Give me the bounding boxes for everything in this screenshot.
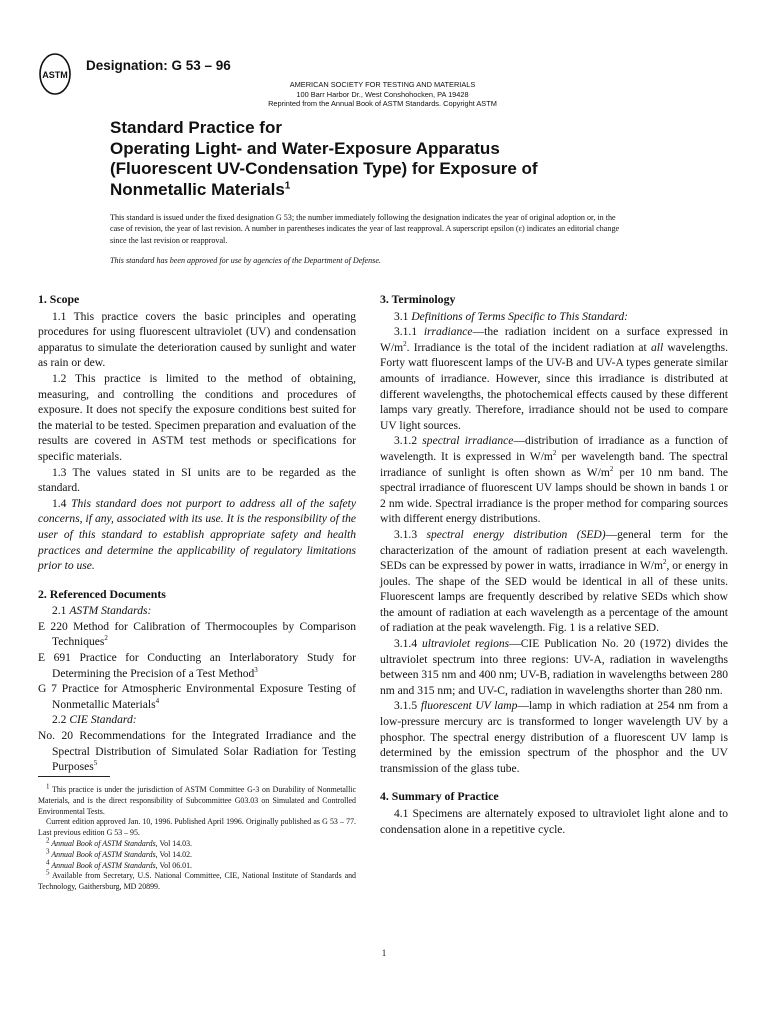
section-heading-terminology: 3. Terminology [380, 292, 456, 306]
section-heading-scope: 1. Scope [38, 292, 80, 306]
title-footnote-mark: 1 [284, 179, 291, 191]
footnotes [38, 776, 356, 893]
title-line: Standard Practice for [110, 118, 282, 137]
paragraph-1-4: 1.4 This standard does not purport to address all of the safety concerns, if any, associated with its use. It is the responsibility of the user of this standard to establish appropriate safety and health practices and determine the applicability of regulatory limitations prior to use. [38, 497, 356, 573]
footnote-2: $^2$ Annual Book of ASTM Standards, Vol 14.03. [46, 836, 192, 848]
paragraph-1-2: 1.2 This practice is limited to the method of obtaining, measuring, and controlling the conditions and procedures of exposure. It does not specify the exposure conditions best suited for the material to be tested. Specimen preparation and evaluation of the results are covered in ASTM test methods or specifications for specific materials. [38, 372, 356, 463]
svg-text:ASTM: ASTM [42, 70, 68, 80]
left-column [38, 292, 356, 776]
paragraph-1-3: 1.3 The values stated in SI units are to be regarded as the standard. [38, 466, 356, 495]
paragraph-3-1: 3.1 Definitions of Terms Specific to This Standard: [394, 310, 628, 323]
definition-spectral-irradiance: 3.1.2 spectral irradiance—distribution of irradiance as a function of wavelength. It is expressed in $W/m^2$ per wavelength band. The spectral irradiance of sunlight is often shown as $W/m^2$ per 10 nm band. The spectral irradiance of fluorescent UV lamps should be shown in bands 1 or 2 nm wide. Spectral irradiance is the proper method for comparing sources with different energy distributions. [380, 435, 728, 526]
reference-cie-no20: No. 20 Recommendations for the Integrated Irradiance and the Spectral Distribution of Simulated Solar Radiation for Testing Purposes$^5$ [38, 730, 356, 774]
definition-irradiance: 3.1.1 irradiance—the radiation incident on a surface expressed in $W/m^2$. Irradiance is the total of the incident radiation at all wavelengths. Forty watt fluorescent lamps of the UV-B and UV-A types generate similar amounts of irradiance. However, since this irradiance is distributed at different wavelengths, the photochemical effects caused by these different lamps vary greatly. Therefore, irradiance should not be used to compare UV light sources. [380, 326, 728, 432]
page-number: 1 [381, 948, 387, 958]
footnote-3: $^3$ Annual Book of ASTM Standards, Vol 14.02. [46, 847, 192, 859]
dod-approval-note: This standard has been approved for use by agencies of the Department of Defense. [110, 256, 381, 265]
reference-e691: E 691 Practice for Conducting an Interlaboratory Study for Determining the Precision of a Test Method$^3$ [38, 652, 356, 680]
footnote-5: $^5$ Available from Secretary, U.S. National Committee, CIE, National Institute of Standards and Technology, Gaithersburg, MD 20899. [38, 868, 356, 892]
section-heading-summary: 4. Summary of Practice [380, 789, 499, 804]
designation-notice: This standard is issued under the fixed designation G 53; the number immediately following the designation indicates the year of original adoption or, in the case of revision, the year of last revision. A number in parentheses indicates the year of last reapproval. A superscript epsilon (ε) indicates an editorial change since the last revision or reapproval. [110, 213, 620, 245]
paragraph-4-1: 4.1 Specimens are alternately exposed to ultraviolet light alone and to condensation alone in a repetitive cycle. [380, 808, 728, 836]
footnote-1-edition: Current edition approved Jan. 10, 1996. Published April 1996. Originally published as G 53 – 77. Last previous edition G 53 – 95. [38, 817, 356, 838]
title-line: (Fluorescent UV-Condensation Type) for Exposure of [110, 159, 538, 178]
footnote-1: $^1$ This practice is under the jurisdiction of ASTM Committee G-3 on Durability of Nonmetallic Materials, and is the direct responsibility of Subcommittee G03.03 on Simulated and Controlled Environmental Tests. [38, 782, 356, 816]
reprint-notice: Reprinted from the Annual Book of ASTM Standards. Copyright ASTM [268, 99, 497, 109]
definition-fluorescent-uv-lamp: 3.1.5 fluorescent UV lamp—lamp in which radiation at 254 nm from a low-pressure mercury arc is transformed to longer wavelength UV by a phosphor. The spectral energy distribution of a fluorescent UV lamp is determined by the emission spectrum of the phosphor and the UV transmission of the glass tube. [380, 700, 728, 775]
society-info [230, 80, 535, 109]
society-address: 100 Barr Harbor Dr., West Conshohocken, PA 19428 [296, 89, 469, 99]
title-line: Nonmetallic Materials [110, 179, 285, 199]
astm-logo [38, 52, 72, 96]
paragraph-1-1: 1.1 This practice covers the basic principles and operating procedures for using fluorescent ultraviolet (UV) and condensation apparatus to simulate the deterioration caused by sunlight and water as rain or dew. [38, 310, 356, 370]
footnote-4: $^4$ Annual Book of ASTM Standards, Vol 06.01. [46, 857, 192, 870]
right-column [380, 292, 728, 838]
definition-sed: 3.1.3 spectral energy distribution (SED)—general term for the characterization of the amount of radiation present at each wavelength. SEDs can be expressed by power in watts, irradiance in $W/m^2$, or energy in joules. The shape of the SED would be identical in all of these units. Fluorescent lamps are frequently described by relative SEDs which show the amount of radiation at each wavelength as a percentage of the amount of radiation at the peak wavelength. Fig. 1 is a relative SED. [380, 528, 728, 635]
designation: Designation: G 53 – 96 [86, 58, 231, 73]
footnote-rule [38, 776, 110, 777]
reference-e220: E 220 Method for Calibration of Thermocouples by Comparison Techniques$^2$ [38, 620, 356, 649]
paragraph-2-1: 2.1 ASTM Standards: [52, 605, 152, 618]
paragraph-2-2: 2.2 CIE Standard: [52, 714, 137, 727]
section-heading-referenced-documents: 2. Referenced Documents [38, 586, 166, 601]
title-line: Operating Light- and Water-Exposure Apparatus [110, 138, 500, 158]
reference-g7: G 7 Practice for Atmospheric Environmental Exposure Testing of Nonmetallic Materials$^4$ [38, 683, 356, 711]
document-title [110, 118, 670, 200]
definition-ultraviolet-regions: 3.1.4 ultraviolet regions—CIE Publication No. 20 (1972) divides the ultraviolet spectrum into three regions: UV-A, radiation in wavelengths between 315 nm and 400 nm; UV-B, radiation in wavelengths between 280 nm and 315 nm; and UV-C, radiation in wavelengths shorter than 280 nm. [380, 638, 728, 697]
society-name: AMERICAN SOCIETY FOR TESTING AND MATERIALS [289, 80, 476, 89]
